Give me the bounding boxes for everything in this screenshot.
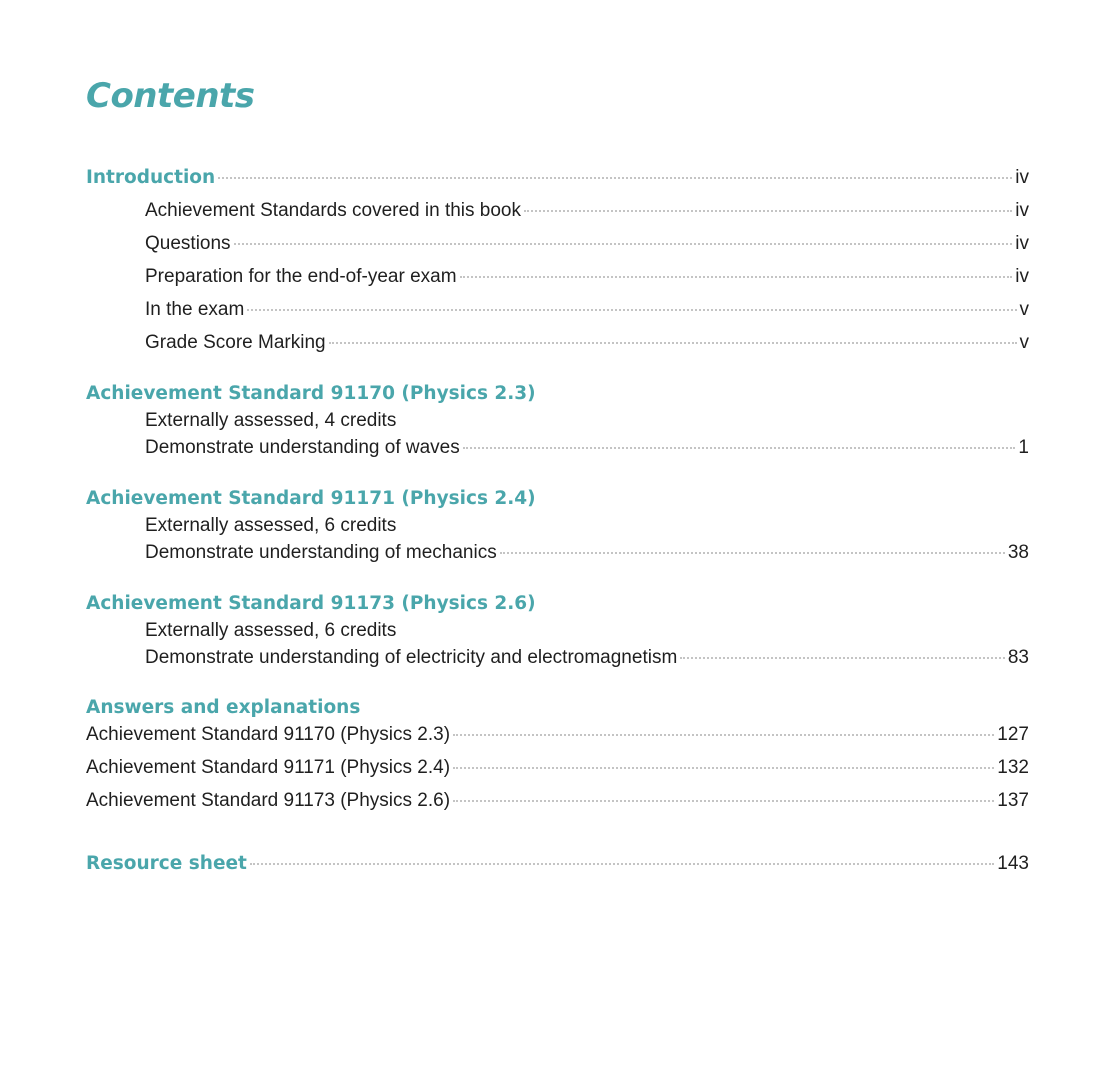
section-heading-91170: [86, 381, 1029, 407]
toc-entry[interactable]: [145, 540, 1029, 566]
page-number: 132: [997, 757, 1029, 778]
assessment-note: [145, 513, 1029, 539]
assessment-note: [145, 618, 1029, 644]
section-heading-91171: [86, 486, 1029, 512]
toc-entry-label: Achievement Standards covered in this book: [145, 200, 521, 221]
page-number: 83: [1007, 647, 1029, 668]
dot-leader: [329, 342, 1017, 344]
toc-entry[interactable]: [86, 755, 1029, 781]
dot-leader: [680, 657, 1005, 659]
assessment-note: [145, 408, 1029, 434]
assessment-label: Externally assessed, 4 credits: [145, 410, 397, 431]
page-number: iv: [1015, 167, 1029, 188]
toc-entry-label: Achievement Standard 91171 (Physics 2.4): [86, 757, 451, 778]
toc-entry-introduction[interactable]: [86, 165, 1029, 191]
section-heading-91173: [86, 591, 1029, 617]
section-heading-label: Achievement Standard 91173 (Physics 2.6): [86, 593, 536, 614]
dot-leader: [250, 863, 994, 865]
toc-entry[interactable]: [145, 198, 1029, 224]
page-number: 127: [997, 724, 1029, 745]
toc-entry-label: Grade Score Marking: [145, 332, 326, 353]
toc-entry-label: Achievement Standard 91170 (Physics 2.3): [86, 724, 451, 745]
page-number: v: [1019, 332, 1029, 353]
dot-leader: [500, 552, 1005, 554]
toc-entry[interactable]: [145, 435, 1029, 461]
toc-heading: Introduction: [86, 167, 216, 188]
page-number: 38: [1007, 542, 1029, 563]
section-heading-label: Achievement Standard 91171 (Physics 2.4): [86, 488, 536, 509]
toc-entry[interactable]: [145, 264, 1029, 290]
toc-entry[interactable]: [86, 722, 1029, 748]
page-number: iv: [1015, 266, 1029, 287]
dot-leader: [453, 734, 994, 736]
toc-entry[interactable]: [145, 297, 1029, 323]
page-title: Contents: [86, 76, 255, 116]
page-number: v: [1019, 299, 1029, 320]
toc-heading: Resource sheet: [86, 853, 247, 874]
toc-entry-resource-sheet[interactable]: [86, 851, 1029, 877]
page-number: 1: [1018, 437, 1029, 458]
page-number: iv: [1015, 200, 1029, 221]
section-heading-label: Answers and explanations: [86, 697, 361, 718]
dot-leader: [453, 800, 994, 802]
dot-leader: [234, 243, 1013, 245]
toc-entry-label: In the exam: [145, 299, 245, 320]
dot-leader: [247, 309, 1016, 311]
toc-entry[interactable]: [145, 645, 1029, 671]
section-heading-label: Achievement Standard 91170 (Physics 2.3): [86, 383, 536, 404]
dot-leader: [524, 210, 1012, 212]
toc-entry[interactable]: [145, 231, 1029, 257]
dot-leader: [218, 177, 1012, 179]
assessment-label: Externally assessed, 6 credits: [145, 515, 397, 536]
page-number: 137: [997, 790, 1029, 811]
page-number: 143: [997, 853, 1029, 874]
toc-entry-label: Demonstrate understanding of waves: [145, 437, 460, 458]
toc-entry-label: Achievement Standard 91173 (Physics 2.6): [86, 790, 451, 811]
toc-entry[interactable]: [145, 330, 1029, 356]
dot-leader: [463, 447, 1016, 449]
toc-entry-label: Questions: [145, 233, 231, 254]
assessment-label: Externally assessed, 6 credits: [145, 620, 397, 641]
toc-entry-label: Preparation for the end-of-year exam: [145, 266, 457, 287]
dot-leader: [460, 276, 1013, 278]
dot-leader: [453, 767, 994, 769]
section-heading-answers: [86, 695, 1029, 721]
toc-entry-label: Demonstrate understanding of electricity and electromagnetism: [145, 647, 678, 668]
toc-entry-label: Demonstrate understanding of mechanics: [145, 542, 497, 563]
toc-entry[interactable]: [86, 788, 1029, 814]
page-number: iv: [1015, 233, 1029, 254]
